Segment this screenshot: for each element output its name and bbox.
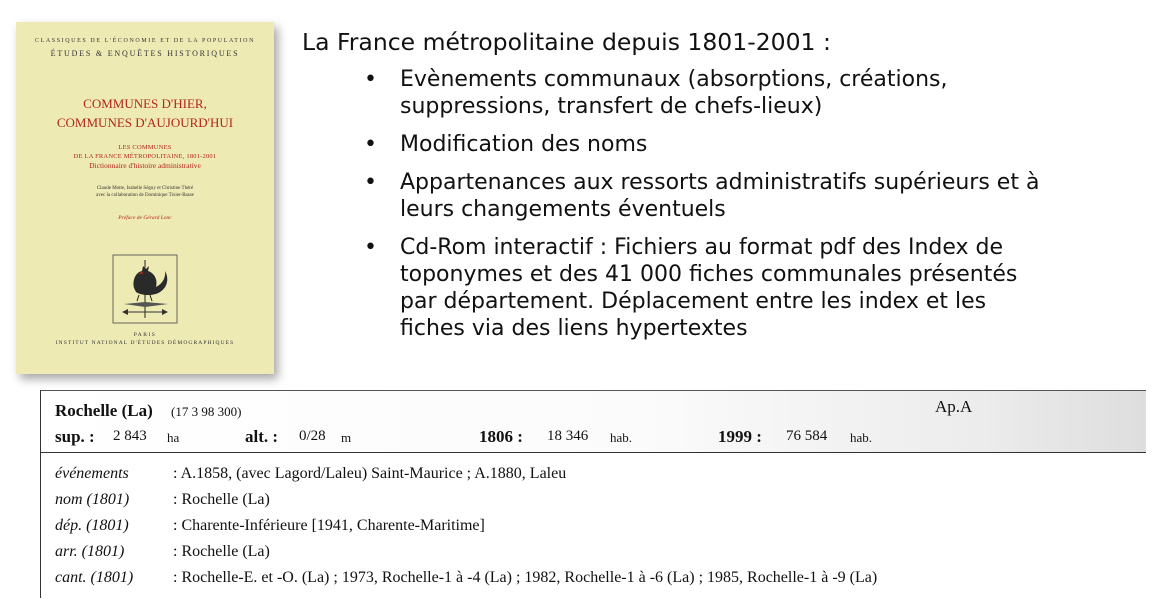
bullet-line: Evènements communaux (absorptions, créations, <box>400 67 948 92</box>
commune-name: Rochelle (La) <box>55 401 153 420</box>
bullet-line: Cd-Rom interactif : Fichiers au format pdf des Index de <box>400 235 1004 260</box>
book-preface: Préface de Gérard Lonc <box>118 215 172 221</box>
altitude-value: 0/28 <box>299 428 326 444</box>
population-1999-value: 76 584 <box>786 428 828 444</box>
record-row-value: : Rochelle (La) <box>173 543 270 560</box>
record-row-value: : Rochelle (La) <box>173 491 270 508</box>
book-city: PARIS <box>133 332 157 338</box>
book-series: CLASSIQUES DE L'ÉCONOMIE ET DE LA POPULATION <box>34 38 256 44</box>
bullet-icon: • <box>364 235 377 260</box>
book-subtitle-line: LES COMMUNES <box>118 144 172 151</box>
bullet-icon: • <box>364 67 377 92</box>
surface-label: sup. : <box>55 427 95 446</box>
bullet-item <box>364 131 1150 158</box>
book-subtitle-line: DE LA FRANCE MÉTROPOLITAINE, 1801-2001 <box>73 153 217 160</box>
record-row-label: cant. (1801) <box>55 569 134 586</box>
bullet-icon: • <box>364 170 377 195</box>
record-row-value: : Rochelle-E. et -O. (La) ; 1973, Rochelle-1 à -4 (La) ; 1982, Rochelle-1 à -6 (La) ; 1985, Rochelle-1 à -9 (La) <box>173 569 878 586</box>
record-row-label: arr. (1801) <box>55 543 125 560</box>
record-row-label: dép. (1801) <box>55 517 129 534</box>
bullet-line: leurs changements éventuels <box>400 197 726 222</box>
altitude-label: alt. : <box>245 427 279 446</box>
bullet-icon: • <box>364 132 377 157</box>
record-row-value: : Charente-Inférieure [1941, Charente-Maritime] <box>173 517 485 534</box>
population-1806-label: 1806 : <box>479 427 523 446</box>
bullet-line: fiches via des liens hypertextes <box>400 316 748 341</box>
book-publisher: INSTITUT NATIONAL D'ÉTUDES DÉMOGRAPHIQUES <box>55 340 235 346</box>
altitude-unit: m <box>341 430 352 445</box>
book-subtitle <box>16 143 274 161</box>
book-collection: ÉTUDES & ENQUÊTES HISTORIQUES <box>50 49 240 58</box>
bullet-item <box>364 234 1150 342</box>
surface-unit: ha <box>167 430 180 445</box>
population-1999-label: 1999 : <box>718 427 762 446</box>
book-cover <box>16 22 274 374</box>
book-title-line: COMMUNES D'AUJOURD'HUI <box>56 115 234 130</box>
bullet-item <box>364 169 1150 223</box>
surface-value: 2 843 <box>113 428 147 444</box>
bullet-line: toponymes et des 41 000 fiches communales présentés <box>400 262 1018 287</box>
bullet-item <box>364 66 1150 120</box>
bullet-line: suppressions, transfert de chefs-lieux) <box>400 94 823 119</box>
record-row-label: nom (1801) <box>55 491 130 508</box>
book-authors-line: avec la collaboration de Dominique Tixier-Basse <box>96 193 194 198</box>
population-1806-value: 18 346 <box>547 428 589 444</box>
bullet-line: Modification des noms <box>400 132 648 157</box>
population-1806-unit: hab. <box>610 430 633 445</box>
book-authors-line: Claude Motte, Isabelle Séguy et Christine Théré <box>96 186 194 191</box>
commune-record-body <box>40 452 1146 598</box>
commune-code: (17 3 98 300) <box>171 404 242 419</box>
record-row-value: : A.1858, (avec Lagord/Laleu) Saint-Maurice ; A.1880, Laleu <box>173 465 567 482</box>
book-title-line: COMMUNES D'HIER, <box>83 96 207 111</box>
bullet-line: par département. Déplacement entre les index et les <box>400 289 987 314</box>
book-title <box>16 94 274 132</box>
commune-ap: Ap.A <box>935 397 973 416</box>
book-subtitle-dictionary: Dictionnaire d'histoire administrative <box>89 161 201 170</box>
record-row-label: événements <box>55 465 129 482</box>
bullet-line: Appartenances aux ressorts administratifs supérieurs et à <box>400 170 1040 195</box>
commune-record-header <box>40 390 1146 452</box>
rooster-weathervane-icon <box>112 254 178 324</box>
book-authors <box>16 185 274 199</box>
slide-heading: La France métropolitaine depuis 1801-2001 : <box>302 28 831 56</box>
bullet-list <box>364 66 1150 353</box>
population-1999-unit: hab. <box>850 430 873 445</box>
